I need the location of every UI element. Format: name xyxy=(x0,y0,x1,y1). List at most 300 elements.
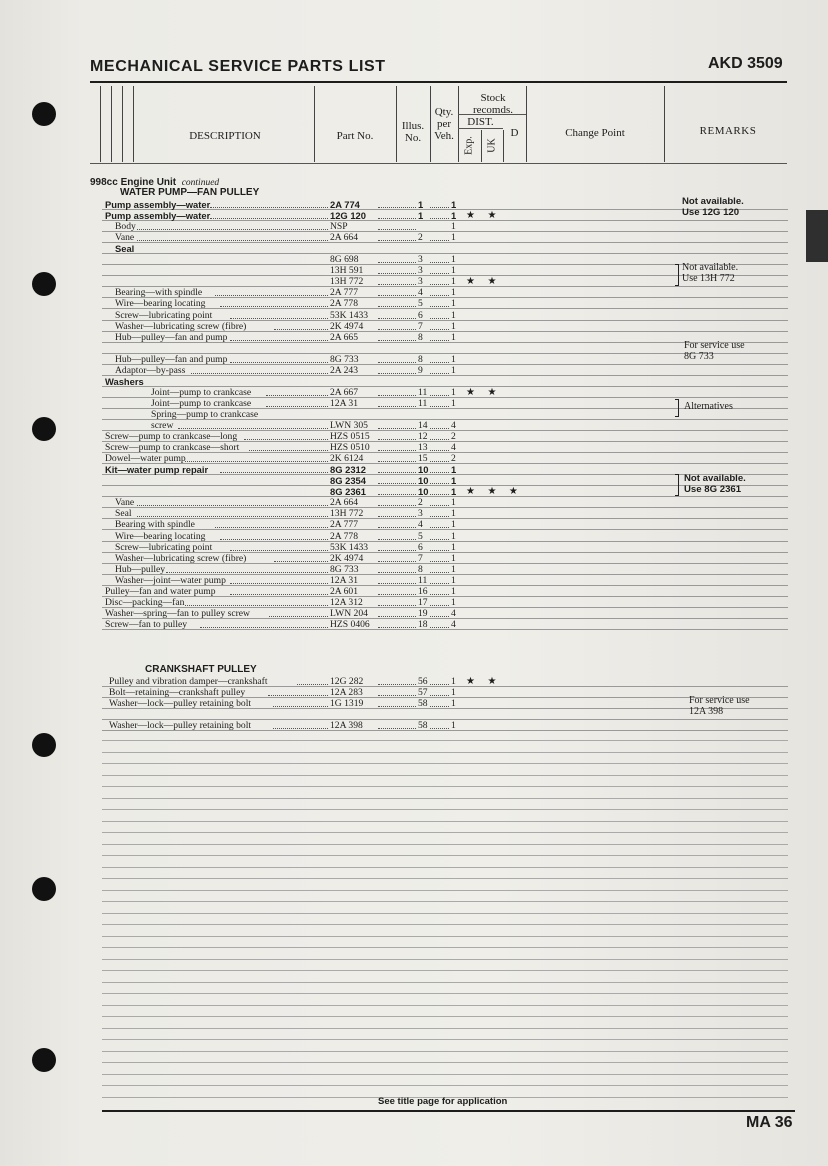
leader-dots xyxy=(430,706,449,707)
leader-dots xyxy=(274,561,328,562)
quantity: 1 xyxy=(451,530,456,542)
remark-use: Use 12G 120 xyxy=(682,207,740,218)
quantity: 1 xyxy=(451,386,456,398)
part-description: Adaptor—by-pass xyxy=(115,364,186,376)
quantity: 1 xyxy=(451,486,457,498)
leader-dots xyxy=(430,428,449,429)
blank-line xyxy=(102,1051,788,1052)
leader-dots xyxy=(220,472,328,473)
illus-number: 16 xyxy=(418,585,428,597)
punch-hole-icon xyxy=(32,1048,56,1072)
illus-number: 6 xyxy=(418,309,423,321)
part-number: 2A 774 xyxy=(330,199,360,210)
illus-number: 13 xyxy=(418,442,428,454)
blank-line xyxy=(102,878,788,879)
part-number: 2K 4974 xyxy=(330,552,364,564)
part-description: Washer—lock—pulley retaining bolt xyxy=(109,698,252,710)
quantity: 1 xyxy=(451,397,456,409)
blank-line xyxy=(102,809,788,810)
page-number: MA 36 xyxy=(746,1114,793,1131)
part-number: 53K 1433 xyxy=(330,309,369,321)
quantity: 1 xyxy=(451,596,456,608)
bracket xyxy=(675,264,679,286)
part-number: HZS 0406 xyxy=(330,618,370,630)
quantity: 1 xyxy=(451,221,456,233)
leader-dots xyxy=(378,461,416,462)
remark-part: 12A 398 xyxy=(689,706,724,717)
page-title: MECHANICAL SERVICE PARTS LIST xyxy=(90,58,386,75)
row-rule xyxy=(102,629,788,630)
leader-dots xyxy=(273,728,328,729)
leader-dots xyxy=(378,450,416,451)
quantity: 1 xyxy=(451,309,456,321)
col-illus-no: Illus. No. xyxy=(401,120,425,144)
leader-dots xyxy=(230,594,329,595)
stock-stars: ★ ★ xyxy=(466,276,502,288)
blank-line xyxy=(102,740,788,741)
leader-dots xyxy=(378,494,416,495)
quantity: 1 xyxy=(451,232,456,244)
row-rule xyxy=(102,375,788,376)
leader-dots xyxy=(230,362,328,363)
part-number: 2A 243 xyxy=(330,364,358,376)
leader-dots xyxy=(378,362,416,363)
part-number: HZS 0515 xyxy=(330,431,370,443)
leader-dots xyxy=(430,605,449,606)
leader-dots xyxy=(166,572,328,573)
leader-dots xyxy=(378,684,416,685)
leader-dots xyxy=(430,373,449,374)
part-number: 12G 120 xyxy=(330,210,366,222)
leader-dots xyxy=(266,406,328,407)
leader-dots xyxy=(378,262,416,263)
leader-dots xyxy=(210,218,328,219)
leader-dots xyxy=(430,306,449,307)
leader-dots xyxy=(430,362,449,363)
leader-dots xyxy=(378,295,416,296)
quantity: 1 xyxy=(451,331,456,343)
leader-dots xyxy=(378,695,416,696)
leader-dots xyxy=(430,516,449,517)
illus-number: 1 xyxy=(418,199,424,210)
illus-number: 57 xyxy=(418,687,428,699)
leader-dots xyxy=(430,594,449,595)
illus-number: 3 xyxy=(418,508,423,520)
part-number: 2A 778 xyxy=(330,298,358,310)
header-rule xyxy=(90,81,787,83)
leader-dots xyxy=(137,505,328,506)
leader-dots xyxy=(430,472,449,473)
blank-line xyxy=(102,752,788,753)
crankshaft-section-title: CRANKSHAFT PULLEY xyxy=(145,664,257,675)
blank-line xyxy=(102,936,788,937)
blank-line xyxy=(102,821,788,822)
quantity: 1 xyxy=(451,210,457,222)
document-code: AKD 3509 xyxy=(708,55,783,72)
part-description: Screw—fan to pulley xyxy=(105,618,188,630)
remark-for-service: For service use xyxy=(689,695,750,706)
leader-dots xyxy=(230,550,328,551)
quantity: 4 xyxy=(451,442,456,454)
part-description: Wire—bearing locating xyxy=(115,530,206,542)
remark-use: Use 8G 2361 xyxy=(684,484,742,495)
illus-number: 17 xyxy=(418,596,428,608)
illus-number: 5 xyxy=(418,530,423,542)
part-number: 2A 665 xyxy=(330,331,358,343)
leader-dots xyxy=(378,406,416,407)
leader-dots xyxy=(137,516,328,517)
part-number: LWN 204 xyxy=(330,607,368,619)
quantity: 1 xyxy=(451,497,456,509)
leader-dots xyxy=(378,306,416,307)
blank-line xyxy=(102,901,788,902)
leader-dots xyxy=(430,728,449,729)
quantity: 2 xyxy=(451,431,456,443)
blank-line xyxy=(102,1085,788,1086)
leader-dots xyxy=(430,273,449,274)
leader-dots xyxy=(378,483,416,484)
part-number: 13H 591 xyxy=(330,265,364,277)
part-number: 53K 1433 xyxy=(330,541,369,553)
blank-line xyxy=(102,1028,788,1029)
part-description: Hub—pulley xyxy=(115,563,166,575)
punch-hole-icon xyxy=(32,272,56,296)
blank-line xyxy=(102,855,788,856)
blank-line xyxy=(102,970,788,971)
leader-dots xyxy=(430,616,449,617)
illus-number: 4 xyxy=(418,519,423,531)
part-description: Seal xyxy=(115,508,132,520)
stock-stars: ★ ★ xyxy=(466,676,502,687)
leader-dots xyxy=(378,428,416,429)
col-exp: Exp. xyxy=(463,136,475,155)
quantity: 1 xyxy=(451,353,456,365)
quantity: 1 xyxy=(451,676,456,687)
section-tab-marker xyxy=(806,210,828,262)
blank-line xyxy=(102,947,788,948)
part-number: 8G 733 xyxy=(330,563,359,575)
leader-dots xyxy=(378,273,416,274)
remark-not-available: Not available. xyxy=(682,196,744,207)
row-rule xyxy=(102,231,788,232)
leader-dots xyxy=(378,550,416,551)
part-description: Wire—bearing locating xyxy=(115,298,206,310)
col-part-no: Part No. xyxy=(336,130,374,142)
leader-dots xyxy=(230,340,328,341)
part-description: Disc—packing—fan xyxy=(105,596,185,608)
quantity: 1 xyxy=(451,687,456,699)
illus-number: 2 xyxy=(418,232,423,244)
illus-number: 3 xyxy=(418,276,423,288)
blank-line xyxy=(102,832,788,833)
illus-number: 9 xyxy=(418,364,423,376)
remark-for-service: For service use xyxy=(684,340,745,351)
leader-dots xyxy=(378,572,416,573)
part-number: 12A 312 xyxy=(330,596,363,608)
leader-dots xyxy=(378,539,416,540)
quantity: 1 xyxy=(451,364,456,376)
leader-dots xyxy=(430,262,449,263)
leader-dots xyxy=(430,494,449,495)
blank-line xyxy=(102,844,788,845)
part-number: 8G 733 xyxy=(330,353,359,365)
quantity: 1 xyxy=(451,585,456,597)
quantity: 4 xyxy=(451,607,456,619)
part-number: 12G 282 xyxy=(330,676,364,687)
quantity: 1 xyxy=(451,276,456,288)
col-stock-recommends: Stock recomds. xyxy=(472,92,513,116)
leader-dots xyxy=(430,483,449,484)
part-number: 8G 698 xyxy=(330,254,359,266)
leader-dots xyxy=(378,373,416,374)
leader-dots xyxy=(378,505,416,506)
part-description: Seal xyxy=(115,243,135,255)
illus-number: 8 xyxy=(418,353,423,365)
leader-dots xyxy=(430,318,449,319)
illus-number: 11 xyxy=(418,574,428,586)
blank-line xyxy=(102,798,788,799)
leader-dots xyxy=(430,561,449,562)
illus-number: 7 xyxy=(418,552,423,564)
quantity: 1 xyxy=(451,519,456,531)
part-description: Pulley and vibration damper—crankshaft xyxy=(109,676,268,687)
illus-number: 8 xyxy=(418,331,423,343)
part-description: screw xyxy=(151,420,174,431)
leader-dots xyxy=(430,207,449,208)
leader-dots xyxy=(191,373,329,374)
leader-dots xyxy=(430,450,449,451)
part-description: Hub—pulley—fan and pump xyxy=(115,331,228,343)
part-description: Washer—lock—pulley retaining bolt xyxy=(109,720,252,732)
part-number: NSP xyxy=(330,221,348,233)
leader-dots xyxy=(378,229,416,230)
leader-dots xyxy=(378,627,416,628)
leader-dots xyxy=(378,583,416,584)
illus-number: 19 xyxy=(418,607,428,619)
leader-dots xyxy=(430,218,449,219)
quantity: 1 xyxy=(451,320,456,332)
stock-stars: ★ ★ xyxy=(466,210,502,222)
illus-number: 11 xyxy=(418,397,428,409)
row-rule xyxy=(102,507,788,508)
illus-number: 7 xyxy=(418,320,423,332)
part-number: 13H 772 xyxy=(330,276,364,288)
illus-number: 8 xyxy=(418,563,423,575)
leader-dots xyxy=(378,340,416,341)
leader-dots xyxy=(220,306,328,307)
blank-line xyxy=(102,913,788,914)
quantity: 1 xyxy=(451,464,457,476)
quantity: 1 xyxy=(451,199,457,210)
blank-line xyxy=(102,775,788,776)
leader-dots xyxy=(430,439,449,440)
part-description: Washer—lubricating screw (fibre) xyxy=(115,552,247,564)
stock-stars: ★ ★ xyxy=(466,386,502,398)
section-unit: 998cc Engine Unit continued xyxy=(90,177,220,188)
col-dist: DIST. xyxy=(467,116,494,128)
part-number: HZS 0510 xyxy=(330,442,370,454)
col-change-point: Change Point xyxy=(565,127,625,139)
part-number: 2A 777 xyxy=(330,519,358,531)
illus-number: 3 xyxy=(418,265,423,277)
leader-dots xyxy=(378,527,416,528)
row-rule xyxy=(102,286,788,287)
leader-dots xyxy=(200,627,328,628)
blank-line xyxy=(102,993,788,994)
footer-rule xyxy=(102,1110,795,1112)
leader-dots xyxy=(378,218,416,219)
part-number: 2A 778 xyxy=(330,530,358,542)
illus-number: 6 xyxy=(418,541,423,553)
part-description: Vane xyxy=(115,232,135,244)
leader-dots xyxy=(430,550,449,551)
blank-line xyxy=(102,924,788,925)
quantity: 1 xyxy=(451,475,457,487)
leader-dots xyxy=(378,318,416,319)
bracket xyxy=(675,399,679,417)
col-uk: UK xyxy=(486,138,498,153)
part-number: 2K 6124 xyxy=(330,453,364,465)
illus-number: 5 xyxy=(418,298,423,310)
illus-number: 2 xyxy=(418,497,423,509)
part-number: 2A 777 xyxy=(330,287,358,299)
quantity: 1 xyxy=(451,287,456,299)
illus-number: 4 xyxy=(418,287,423,299)
remark-not-available: Not available. xyxy=(682,262,739,273)
quantity: 1 xyxy=(451,541,456,553)
illus-number: 1 xyxy=(418,210,424,222)
illus-number: 3 xyxy=(418,254,423,266)
leader-dots xyxy=(185,461,328,462)
part-description: Vane xyxy=(115,497,135,509)
leader-dots xyxy=(430,539,449,540)
blank-line xyxy=(102,1039,788,1040)
row-rule xyxy=(102,518,788,519)
part-number: 2A 664 xyxy=(330,232,358,244)
punch-hole-icon xyxy=(32,417,56,441)
part-description: Washer—joint—water pump xyxy=(115,574,226,586)
quantity: 1 xyxy=(451,254,456,266)
part-description: Pump assembly—water xyxy=(105,199,211,210)
part-description: Washers xyxy=(105,375,144,387)
part-description: Bearing—with spindle xyxy=(115,287,203,299)
section-title: WATER PUMP—FAN PULLEY xyxy=(120,187,260,198)
leader-dots xyxy=(230,583,328,584)
quantity: 1 xyxy=(451,720,456,732)
leader-dots xyxy=(220,539,328,540)
leader-dots xyxy=(430,461,449,462)
remark-alternatives: Alternatives xyxy=(684,401,733,412)
remark-not-available: Not available. xyxy=(684,473,746,484)
illus-number: 56 xyxy=(418,676,428,687)
illus-number: 10 xyxy=(418,464,429,476)
part-description: Screw—pump to crankcase—short xyxy=(105,442,240,454)
bracket xyxy=(675,474,679,496)
blank-line xyxy=(102,786,788,787)
quantity: 2 xyxy=(451,453,456,465)
part-description: Screw—lubricating point xyxy=(115,309,213,321)
leader-dots xyxy=(430,527,449,528)
part-description: Screw—pump to crankcase—long xyxy=(105,431,238,443)
part-number: 1G 1319 xyxy=(330,698,364,710)
part-number: 12A 398 xyxy=(330,720,363,732)
leader-dots xyxy=(230,318,328,319)
quantity: 4 xyxy=(451,420,456,431)
col-remarks: REMARKS xyxy=(699,125,757,137)
leader-dots xyxy=(430,284,449,285)
leader-dots xyxy=(215,527,328,528)
leader-dots xyxy=(430,340,449,341)
part-number: 13H 772 xyxy=(330,508,364,520)
col-description: DESCRIPTION xyxy=(189,130,261,142)
part-description: Joint—pump to crankcase xyxy=(151,386,252,398)
part-description: Kit—water pump repair xyxy=(105,464,209,476)
quantity: 1 xyxy=(451,574,456,586)
leader-dots xyxy=(378,728,416,729)
leader-dots xyxy=(430,295,449,296)
blank-line xyxy=(102,1016,788,1017)
leader-dots xyxy=(210,207,328,208)
leader-dots xyxy=(185,605,328,606)
blank-line xyxy=(102,982,788,983)
quantity: 1 xyxy=(451,298,456,310)
part-number: 12A 283 xyxy=(330,687,363,699)
leader-dots xyxy=(378,207,416,208)
row-rule xyxy=(102,496,788,497)
illus-number: 10 xyxy=(418,486,429,498)
footer-note: See title page for application xyxy=(378,1096,508,1107)
leader-dots xyxy=(297,684,328,685)
part-number: 8G 2354 xyxy=(330,475,366,487)
quantity: 1 xyxy=(451,698,456,710)
part-description: Bearing with spindle xyxy=(115,519,195,531)
row-rule xyxy=(102,253,788,254)
leader-dots xyxy=(378,561,416,562)
leader-dots xyxy=(430,406,449,407)
part-description: Pulley—fan and water pump xyxy=(105,585,216,597)
part-description: Bolt—retaining—crankshaft pulley xyxy=(109,687,246,699)
col-qty-per-veh: Qty. per Veh. xyxy=(434,106,454,142)
part-description: Pump assembly—water xyxy=(105,210,211,222)
part-description: Body xyxy=(115,221,136,233)
leader-dots xyxy=(137,229,328,230)
illus-number: 11 xyxy=(418,386,428,398)
illus-number: 14 xyxy=(418,420,428,431)
leader-dots xyxy=(137,240,328,241)
continued-label: continued xyxy=(181,178,220,188)
illus-number: 15 xyxy=(418,453,428,465)
quantity: 1 xyxy=(451,552,456,564)
leader-dots xyxy=(378,472,416,473)
leader-dots xyxy=(430,583,449,584)
part-description: Washer—lubricating screw (fibre) xyxy=(115,320,247,332)
remark-part: 8G 733 xyxy=(684,351,714,362)
blank-line xyxy=(102,763,788,764)
part-description: Screw—lubricating point xyxy=(115,541,213,553)
blank-line xyxy=(102,1062,788,1063)
leader-dots xyxy=(430,572,449,573)
quantity: 4 xyxy=(451,618,456,630)
part-number: 2A 664 xyxy=(330,497,358,509)
punch-hole-icon xyxy=(32,877,56,901)
part-number: 8G 2361 xyxy=(330,486,366,498)
part-number: 2K 4974 xyxy=(330,320,364,332)
part-number: 8G 2312 xyxy=(330,464,366,476)
leader-dots xyxy=(378,240,416,241)
leader-dots xyxy=(215,295,328,296)
leader-dots xyxy=(378,284,416,285)
leader-dots xyxy=(268,695,328,696)
